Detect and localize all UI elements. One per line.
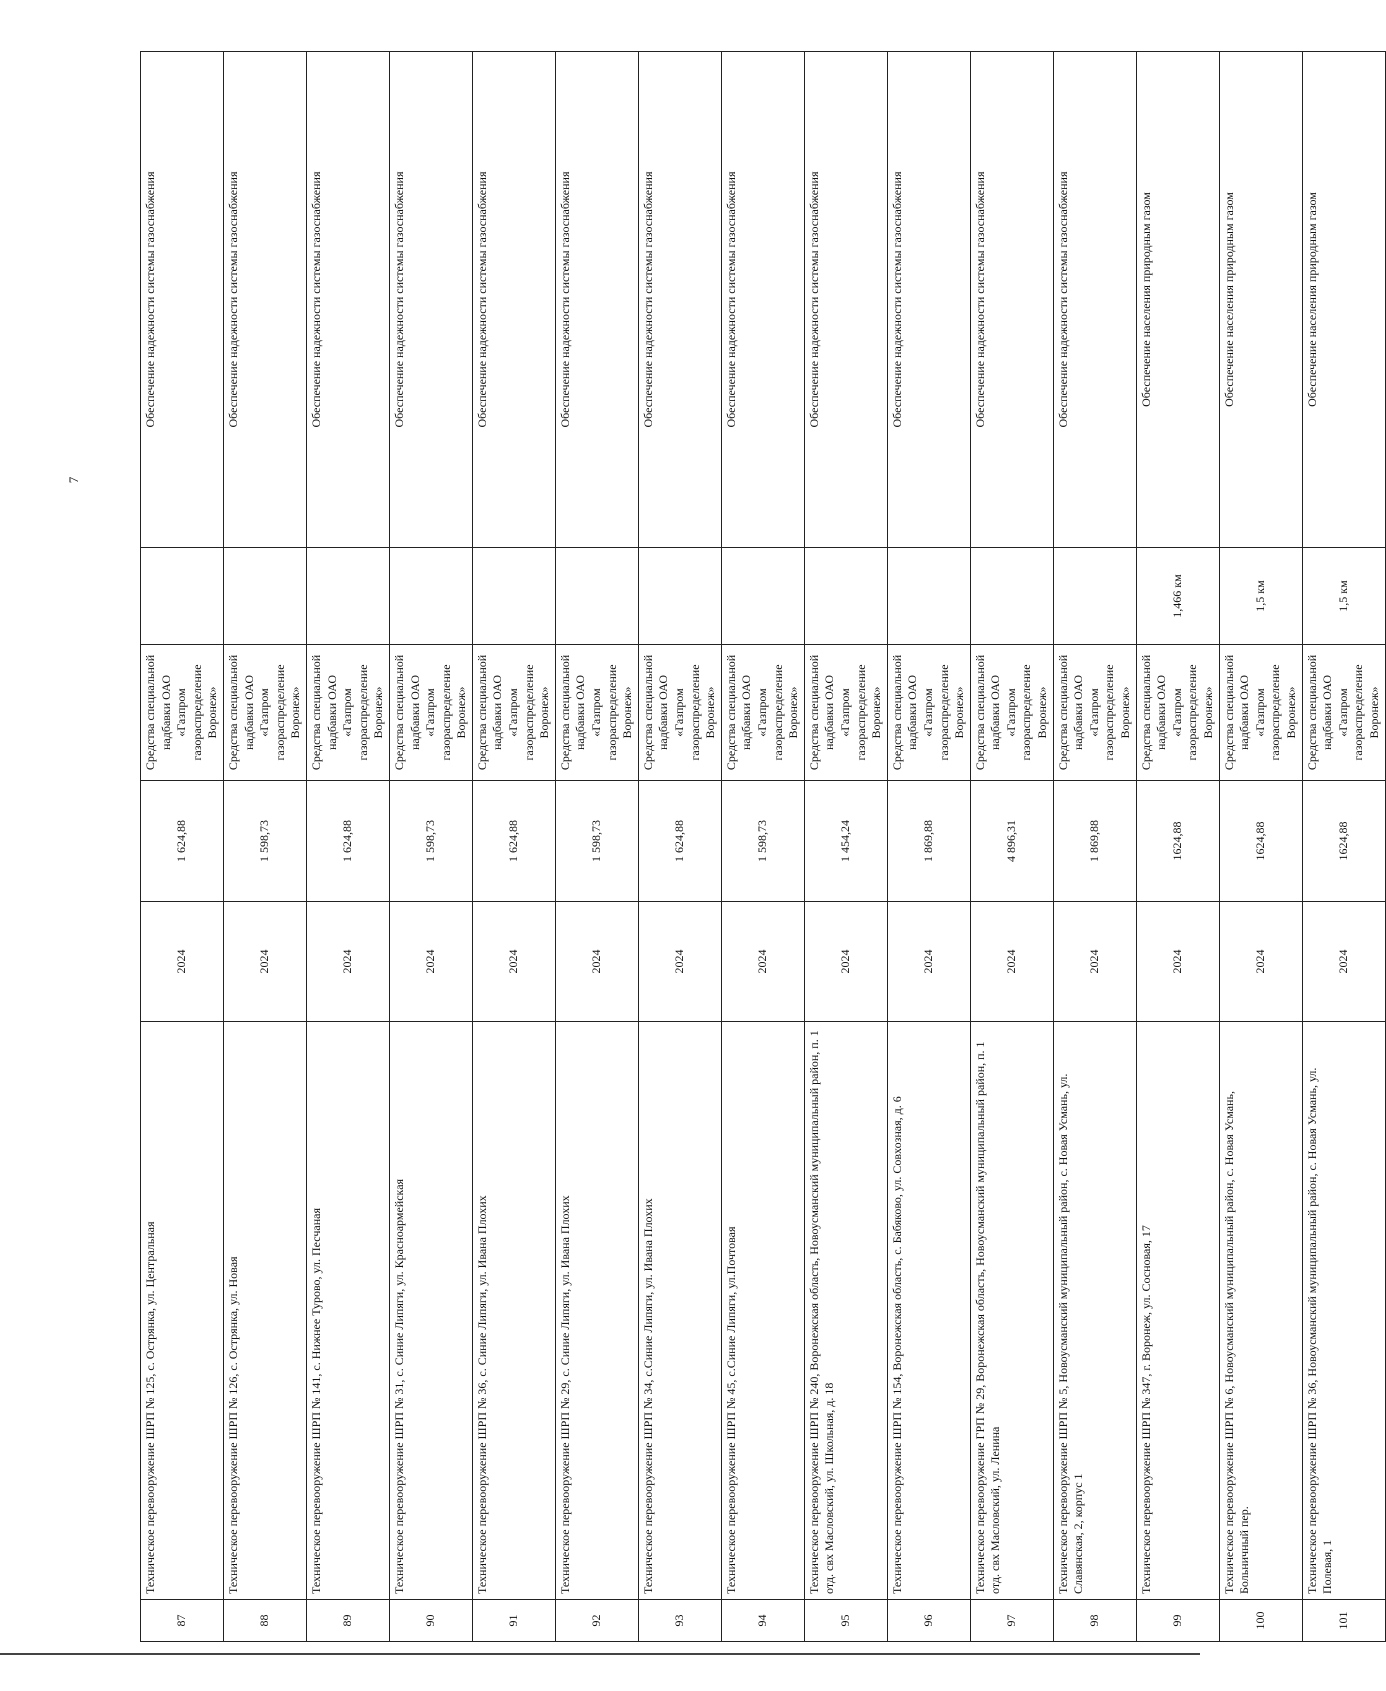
table-row [1136, 52, 1219, 1642]
table-row [721, 52, 804, 1642]
rotated-table-wrapper [140, 52, 1381, 1642]
cell-purpose: Обеспечение надежности системы газоснабжения [389, 52, 472, 548]
cell-object-name: Техническое перевооружение ШРП № 36, Новоусманский муниципальный район, с. Новая Усмань, ул. Полевая, 1 [1302, 1022, 1385, 1600]
cell-object-name: Техническое перевооружение ГРП № 29, Воронежская область, Новоусманский муниципальный район, п. 1 отд. свх Масловский, ул. Ленина [970, 1022, 1053, 1600]
cell-funding-source: Средства специальной надбавки ОАО «Газпром газораспределение Воронеж» [638, 645, 721, 781]
cell-year: 2024 [1053, 902, 1136, 1022]
cell-year: 2024 [804, 902, 887, 1022]
cell-year: 2024 [1136, 902, 1219, 1022]
cell-pipeline-length [555, 548, 638, 645]
cell-purpose: Обеспечение надежности системы газоснабжения [472, 52, 555, 548]
cell-purpose: Обеспечение надежности системы газоснабжения [970, 52, 1053, 548]
cell-cost: 1 624,88 [306, 781, 389, 902]
page-number: 7 [66, 476, 81, 484]
table-row [804, 52, 887, 1642]
cell-funding-source: Средства специальной надбавки ОАО «Газпром газораспределение Воронеж» [721, 645, 804, 781]
cell-year: 2024 [638, 902, 721, 1022]
cell-funding-source: Средства специальной надбавки ОАО «Газпром газораспределение Воронеж» [1053, 645, 1136, 781]
cell-object-name: Техническое перевооружение ШРП № 6, Новоусманский муниципальный район, с. Новая Усмань, Больничный пер. [1219, 1022, 1302, 1600]
cell-pipeline-length [970, 548, 1053, 645]
cell-year: 2024 [721, 902, 804, 1022]
cell-object-name: Техническое перевооружение ШРП № 29, с. Синие Липяги, ул. Ивана Плохих [555, 1022, 638, 1600]
cell-cost: 1 598,73 [223, 781, 306, 902]
table-row [1053, 52, 1136, 1642]
cell-funding-source: Средства специальной надбавки ОАО «Газпром газораспределение Воронеж» [1302, 645, 1385, 781]
cell-row-number: 98 [1053, 1600, 1136, 1642]
cell-year: 2024 [970, 902, 1053, 1022]
cell-funding-source: Средства специальной надбавки ОАО «Газпром газораспределение Воронеж» [1136, 645, 1219, 781]
cell-pipeline-length [1053, 548, 1136, 645]
cell-funding-source: Средства специальной надбавки ОАО «Газпром газораспределение Воронеж» [389, 645, 472, 781]
table-row [555, 52, 638, 1642]
cell-cost: 1624,88 [1302, 781, 1385, 902]
cell-funding-source: Средства специальной надбавки ОАО «Газпром газораспределение Воронеж» [141, 645, 224, 781]
cell-funding-source: Средства специальной надбавки ОАО «Газпром газораспределение Воронеж» [1219, 645, 1302, 781]
cell-purpose: Обеспечение надежности системы газоснабжения [804, 52, 887, 548]
cell-object-name: Техническое перевооружение ШРП № 34, с.Синие Липяги, ул. Ивана Плохих [638, 1022, 721, 1600]
cell-pipeline-length: 1,5 км [1302, 548, 1385, 645]
cell-row-number: 88 [223, 1600, 306, 1642]
cell-funding-source: Средства специальной надбавки ОАО «Газпром газораспределение Воронеж» [804, 645, 887, 781]
cell-cost: 1 624,88 [141, 781, 224, 902]
cell-pipeline-length: 1,466 км [1136, 548, 1219, 645]
cell-funding-source: Средства специальной надбавки ОАО «Газпром газораспределение Воронеж» [555, 645, 638, 781]
cell-cost: 4 896,31 [970, 781, 1053, 902]
table-row [887, 52, 970, 1642]
cell-pipeline-length [638, 548, 721, 645]
cell-row-number: 89 [306, 1600, 389, 1642]
table-body [141, 52, 1386, 1642]
cell-object-name: Техническое перевооружение ШРП № 5, Новоусманский муниципальный район, с. Новая Усмань, ул. Славянская, 2, корпус 1 [1053, 1022, 1136, 1600]
table-row [1219, 52, 1302, 1642]
cell-pipeline-length [804, 548, 887, 645]
cell-object-name: Техническое перевооружение ШРП № 154, Воронежская область, с. Бабяково, ул. Совхозная, д. 6 [887, 1022, 970, 1600]
cell-year: 2024 [555, 902, 638, 1022]
cell-object-name: Техническое перевооружение ШРП № 347, г. Воронеж, ул. Сосновая, 17 [1136, 1022, 1219, 1600]
cell-cost: 1 869,88 [1053, 781, 1136, 902]
cell-year: 2024 [472, 902, 555, 1022]
cell-row-number: 100 [1219, 1600, 1302, 1642]
table-row [223, 52, 306, 1642]
cell-cost: 1 598,73 [389, 781, 472, 902]
bottom-rule [0, 1653, 1200, 1655]
cell-year: 2024 [389, 902, 472, 1022]
cell-row-number: 93 [638, 1600, 721, 1642]
cell-pipeline-length [306, 548, 389, 645]
cell-object-name: Техническое перевооружение ШРП № 45, с.Синие Липяги, ул.Почтовая [721, 1022, 804, 1600]
cell-pipeline-length: 1,5 км [1219, 548, 1302, 645]
cell-cost: 1 624,88 [472, 781, 555, 902]
cell-funding-source: Средства специальной надбавки ОАО «Газпром газораспределение Воронеж» [887, 645, 970, 781]
cell-row-number: 87 [141, 1600, 224, 1642]
cell-year: 2024 [887, 902, 970, 1022]
cell-funding-source: Средства специальной надбавки ОАО «Газпром газораспределение Воронеж» [472, 645, 555, 781]
table-row [970, 52, 1053, 1642]
cell-cost: 1624,88 [1136, 781, 1219, 902]
cell-object-name: Техническое перевооружение ШРП № 141, с. Нижнее Турово, ул. Песчаная [306, 1022, 389, 1600]
cell-pipeline-length [887, 548, 970, 645]
cell-row-number: 95 [804, 1600, 887, 1642]
cell-purpose: Обеспечение надежности системы газоснабжения [141, 52, 224, 548]
cell-cost: 1624,88 [1219, 781, 1302, 902]
cell-row-number: 97 [970, 1600, 1053, 1642]
cell-purpose: Обеспечение надежности системы газоснабжения [887, 52, 970, 548]
table-row [389, 52, 472, 1642]
cell-purpose: Обеспечение надежности системы газоснабжения [555, 52, 638, 548]
cell-pipeline-length [472, 548, 555, 645]
cell-object-name: Техническое перевооружение ШРП № 240, Воронежская область, Новоусманский муниципальный район, п. 1 отд. свх Масловский, ул. Школьная, д. 18 [804, 1022, 887, 1600]
cell-row-number: 91 [472, 1600, 555, 1642]
cell-purpose: Обеспечение надежности системы газоснабжения [223, 52, 306, 548]
cell-purpose: Обеспечение надежности системы газоснабжения [306, 52, 389, 548]
cell-year: 2024 [306, 902, 389, 1022]
cell-cost: 1 869,88 [887, 781, 970, 902]
cell-year: 2024 [223, 902, 306, 1022]
table-row [638, 52, 721, 1642]
cell-row-number: 99 [1136, 1600, 1219, 1642]
cell-year: 2024 [141, 902, 224, 1022]
cell-cost: 1 598,73 [555, 781, 638, 902]
table-row [141, 52, 224, 1642]
cell-purpose: Обеспечение населения природным газом [1136, 52, 1219, 548]
cell-purpose: Обеспечение надежности системы газоснабжения [721, 52, 804, 548]
cell-row-number: 101 [1302, 1600, 1385, 1642]
cell-year: 2024 [1302, 902, 1385, 1022]
cell-row-number: 92 [555, 1600, 638, 1642]
cell-row-number: 94 [721, 1600, 804, 1642]
cell-pipeline-length [223, 548, 306, 645]
cell-pipeline-length [141, 548, 224, 645]
cell-purpose: Обеспечение надежности системы газоснабжения [638, 52, 721, 548]
gas-program-table [140, 51, 1386, 1642]
cell-object-name: Техническое перевооружение ШРП № 31, с. Синие Липяги, ул. Красноармейская [389, 1022, 472, 1600]
cell-pipeline-length [389, 548, 472, 645]
cell-purpose: Обеспечение населения природным газом [1302, 52, 1385, 548]
cell-funding-source: Средства специальной надбавки ОАО «Газпром газораспределение Воронеж» [223, 645, 306, 781]
cell-row-number: 90 [389, 1600, 472, 1642]
cell-cost: 1 454,24 [804, 781, 887, 902]
cell-year: 2024 [1219, 902, 1302, 1022]
cell-pipeline-length [721, 548, 804, 645]
cell-cost: 1 624,88 [638, 781, 721, 902]
cell-row-number: 96 [887, 1600, 970, 1642]
table-row [306, 52, 389, 1642]
table-row [472, 52, 555, 1642]
table-row [1302, 52, 1385, 1642]
cell-funding-source: Средства специальной надбавки ОАО «Газпром газораспределение Воронеж» [306, 645, 389, 781]
cell-object-name: Техническое перевооружение ШРП № 126, с. Острянка, ул. Новая [223, 1022, 306, 1600]
cell-object-name: Техническое перевооружение ШРП № 125, с. Острянка, ул. Центральная [141, 1022, 224, 1600]
cell-purpose: Обеспечение населения природным газом [1219, 52, 1302, 548]
cell-funding-source: Средства специальной надбавки ОАО «Газпром газораспределение Воронеж» [970, 645, 1053, 781]
cell-purpose: Обеспечение надежности системы газоснабжения [1053, 52, 1136, 548]
cell-cost: 1 598,73 [721, 781, 804, 902]
cell-object-name: Техническое перевооружение ШРП № 36, с. Синие Липяги, ул. Ивана Плохих [472, 1022, 555, 1600]
